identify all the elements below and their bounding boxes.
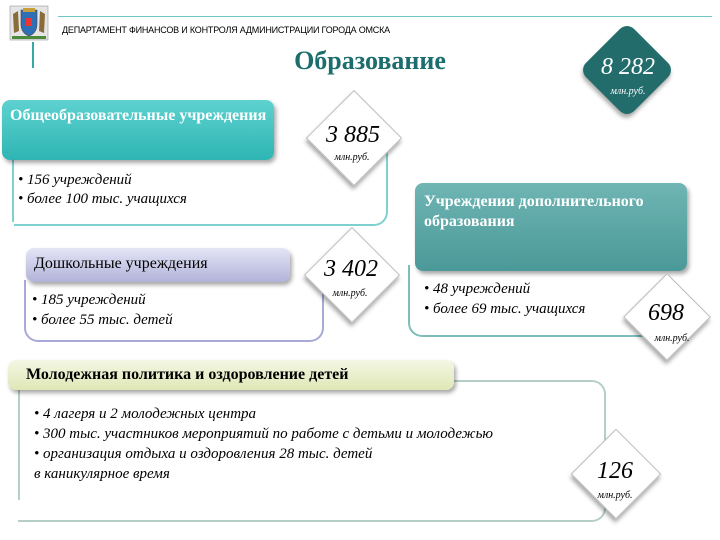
youth-bullet-4: в каникулярное время [34,466,170,482]
general-frame-edge [12,160,14,222]
header-accent [32,42,34,68]
youth-policy-label: Молодежная политика и оздоровление детей [26,366,349,383]
additional-bullet-1: • 48 учреждений [424,281,531,297]
preschool-bullet-2: • более 55 тыс. детей [32,312,173,328]
preschool-bullet-1: • 185 учреждений [32,292,146,308]
youth-bullet-1: • 4 лагеря и 2 молодежных центра [34,406,257,422]
preschool-amount-value: 3 402 [324,256,378,282]
organization-name: ДЕПАРТАМЕНТ ФИНАНСОВ И КОНТРОЛЯ АДМИНИСТРАЦИИ ГОРОДА ОМСКА [62,25,390,35]
total-unit: млн.руб. [610,86,646,97]
preschool-bullets [32,290,173,330]
additional-education-label: Учреждения дополнительного образования [424,193,644,230]
general-amount-value: 3 885 [326,122,380,148]
general-bullet-2: • более 100 тыс. учащихся [18,191,187,207]
general-bullet-1: • 156 учреждений [18,172,132,188]
general-amount-unit: млн.руб. [334,152,370,163]
header-divider [58,16,712,17]
preschool-amount-unit: млн.руб. [332,288,368,299]
youth-amount-value: 126 [597,458,633,484]
additional-bullet-2: • более 69 тыс. учащихся [424,301,586,317]
additional-amount-value: 698 [648,300,684,326]
youth-frame-edge [18,390,20,500]
youth-bullet-2: • 300 тыс. участников мероприятий по работе с детьми и молодежью [34,426,493,442]
additional-amount-unit: млн.руб. [654,333,690,344]
total-value: 8 282 [601,54,655,80]
general-education-bullets [18,171,187,209]
additional-education-bullets [424,279,585,319]
page-title: Образование [294,46,446,75]
youth-amount-unit: млн.руб. [597,490,633,501]
youth-bullet-3: • организация отдыха и оздоровления 28 тыс. детей [34,446,373,462]
general-education-label: Общеобразовательные учреждения [10,107,267,124]
youth-policy-bullets [34,404,493,484]
omsk-coat-of-arms-icon [4,4,54,44]
preschool-label: Дошкольные учреждения [34,255,208,272]
